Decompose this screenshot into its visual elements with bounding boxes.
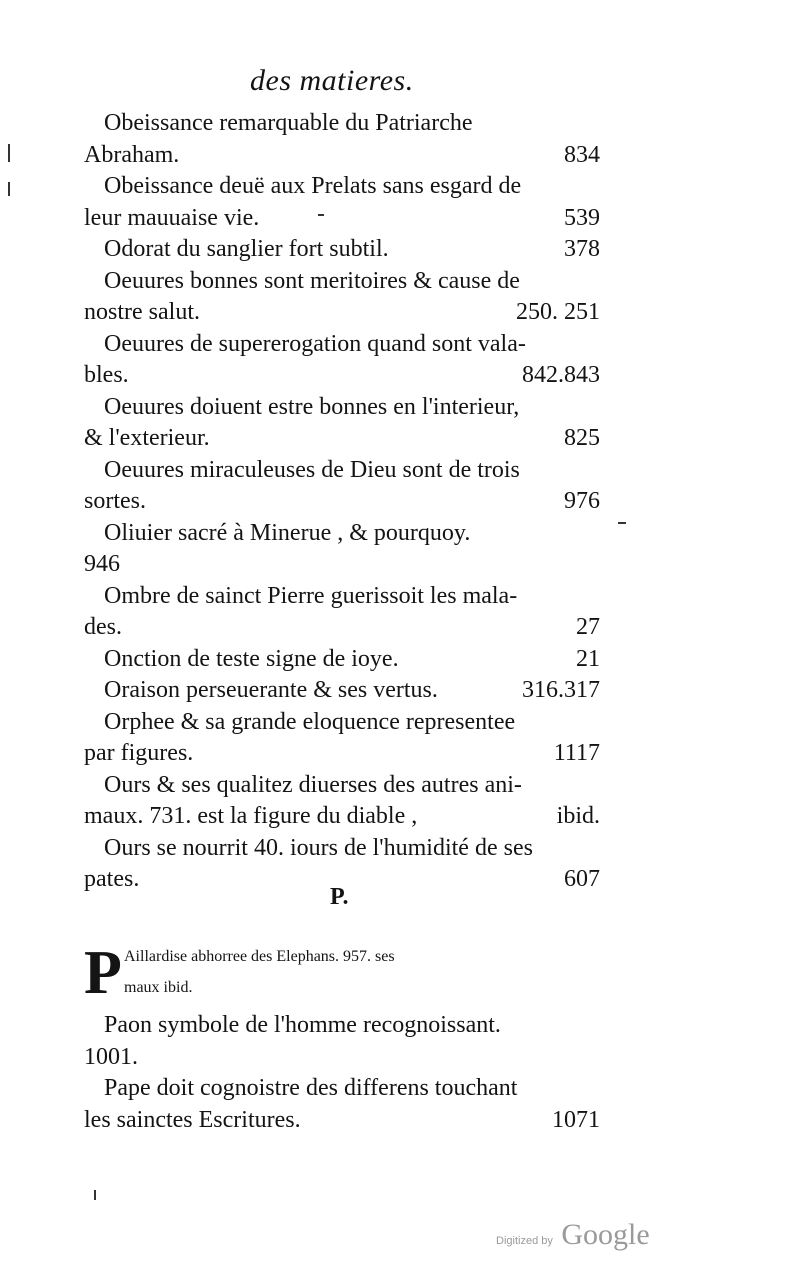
page-reference: 1071 (552, 1106, 600, 1133)
page-reference: 316.317 (522, 677, 600, 703)
entry-text: les sainctes Escritures. (84, 1106, 301, 1133)
entry-text: Onction de teste signe de ioye. (104, 645, 399, 672)
entry-text: Ombre de sainct Pierre guerissoit les mala- (104, 582, 518, 609)
entry-text: & l'exterieur. (84, 425, 210, 451)
entry-text: Oeuures bonnes sont meritoires & cause de (104, 267, 520, 294)
entry-line (84, 455, 600, 487)
entry-line (84, 108, 600, 140)
index-entry (84, 518, 600, 581)
index-entry (84, 770, 600, 833)
index-entry (84, 1010, 600, 1073)
entry-text: Abraham. (84, 141, 180, 168)
watermark-prefix: Digitized by (496, 1235, 553, 1247)
entry-line (84, 738, 600, 770)
letter-heading: P. (330, 884, 349, 910)
watermark-brand: Google (561, 1218, 650, 1251)
entry-text: des. (84, 614, 122, 640)
entry-text: 946 (84, 551, 120, 577)
index-entry (84, 171, 600, 234)
entry-line (84, 1042, 600, 1074)
entry-line (84, 423, 600, 455)
entry-text: Oeuures miraculeuses de Dieu sont de trois (104, 456, 520, 483)
margin-mark (8, 182, 10, 196)
entry-line (84, 518, 600, 550)
index-entry (84, 707, 600, 770)
page-reference: 1117 (553, 740, 600, 766)
index-entry (84, 675, 600, 707)
entry-line (84, 266, 600, 298)
entry-text: nostre salut. (84, 299, 200, 325)
entry-line (84, 360, 600, 392)
entry-line (84, 486, 600, 518)
index-entry (84, 581, 600, 644)
entry-line (84, 297, 600, 329)
page-reference: 607 (564, 866, 600, 892)
entry-line (84, 549, 600, 581)
index-entry (84, 644, 600, 676)
entry-line (84, 1105, 600, 1137)
entry-text: maux. 731. est la figure du diable , (84, 803, 418, 829)
margin-mark (94, 1190, 96, 1200)
entry-line (84, 171, 600, 203)
entry-line (84, 707, 600, 739)
index-entries-p (84, 939, 600, 1136)
entry-line (84, 392, 600, 424)
entry-line (84, 203, 600, 235)
entry-line (84, 801, 600, 833)
entry-text: Pape doit cognoistre des differens touchant (104, 1075, 518, 1101)
page-reference: 378 (564, 236, 600, 262)
index-entry (84, 329, 600, 392)
entry-text: bles. (84, 362, 129, 388)
entry-text: 1001. (84, 1043, 138, 1070)
entry-line (84, 140, 600, 172)
index-entry (84, 266, 600, 329)
margin-mark (318, 214, 324, 216)
entry-line (124, 948, 600, 966)
google-watermark (496, 1218, 650, 1252)
entry-text: Odorat du sanglier fort subtil. (104, 236, 389, 262)
entry-line (84, 581, 600, 613)
entry-line (84, 833, 600, 865)
running-head: des matieres. (250, 64, 414, 97)
entry-line (124, 979, 192, 997)
page-reference: 825 (564, 425, 600, 451)
entry-text: Paon symbole de l'homme recognoissant. (104, 1012, 501, 1038)
entry-text: pates. (84, 866, 140, 892)
entry-line (84, 329, 600, 361)
page-reference: 834 (564, 141, 600, 168)
entry-line (84, 644, 600, 676)
index-entry (84, 455, 600, 518)
entry-text: Ours se nourrit 40. iours de l'humidité de ses (104, 834, 533, 861)
entry-text: Aillardise abhorree des Elephans. 957. ses (124, 948, 395, 965)
entry-text: Orphee & sa grande eloquence representee (104, 708, 516, 735)
page-reference: 539 (564, 204, 600, 231)
page-reference: 250. 251 (516, 299, 600, 325)
dropcap-letter: P (84, 939, 122, 1007)
entry-line (84, 612, 600, 644)
entry-text: par figures. (84, 740, 194, 766)
index-entry (84, 392, 600, 455)
index-entries-o (84, 108, 600, 896)
entry-text: Oeuures de supererogation quand sont vala- (104, 330, 526, 357)
entry-text: Ours & ses qualitez diuerses des autres ani- (104, 771, 522, 798)
page-reference: 842.843 (522, 362, 600, 388)
entry-text: Obeissance remarquable du Patriarche (104, 110, 473, 136)
index-entry (84, 108, 600, 171)
entry-line (84, 675, 600, 707)
entry-text: Oraison perseuerante & ses vertus. (104, 677, 438, 703)
margin-mark (618, 522, 626, 524)
entry-text: Oliuier sacré à Minerue , & pourquoy. (104, 519, 471, 546)
page-reference: 976 (564, 488, 600, 514)
entry-text: leur mauuaise vie. (84, 204, 260, 231)
entry-line (84, 770, 600, 802)
dropcap-entry (84, 939, 600, 1010)
p-entry-list (84, 1010, 600, 1136)
entry-text: Obeissance deuë aux Prelats sans esgard de (104, 173, 522, 199)
page-reference: 21 (576, 645, 600, 672)
entry-text: maux ibid. (124, 979, 193, 996)
index-entry (84, 1073, 600, 1136)
page-reference: 27 (576, 614, 600, 640)
index-entry (84, 234, 600, 266)
entry-line (84, 234, 600, 266)
entry-line (84, 1010, 600, 1042)
entry-text: Oeuures doiuent estre bonnes en l'interieur, (104, 393, 520, 420)
page-reference: ibid. (556, 803, 600, 829)
entry-line (84, 1073, 600, 1105)
entry-text: sortes. (84, 488, 146, 514)
margin-mark (8, 144, 10, 162)
